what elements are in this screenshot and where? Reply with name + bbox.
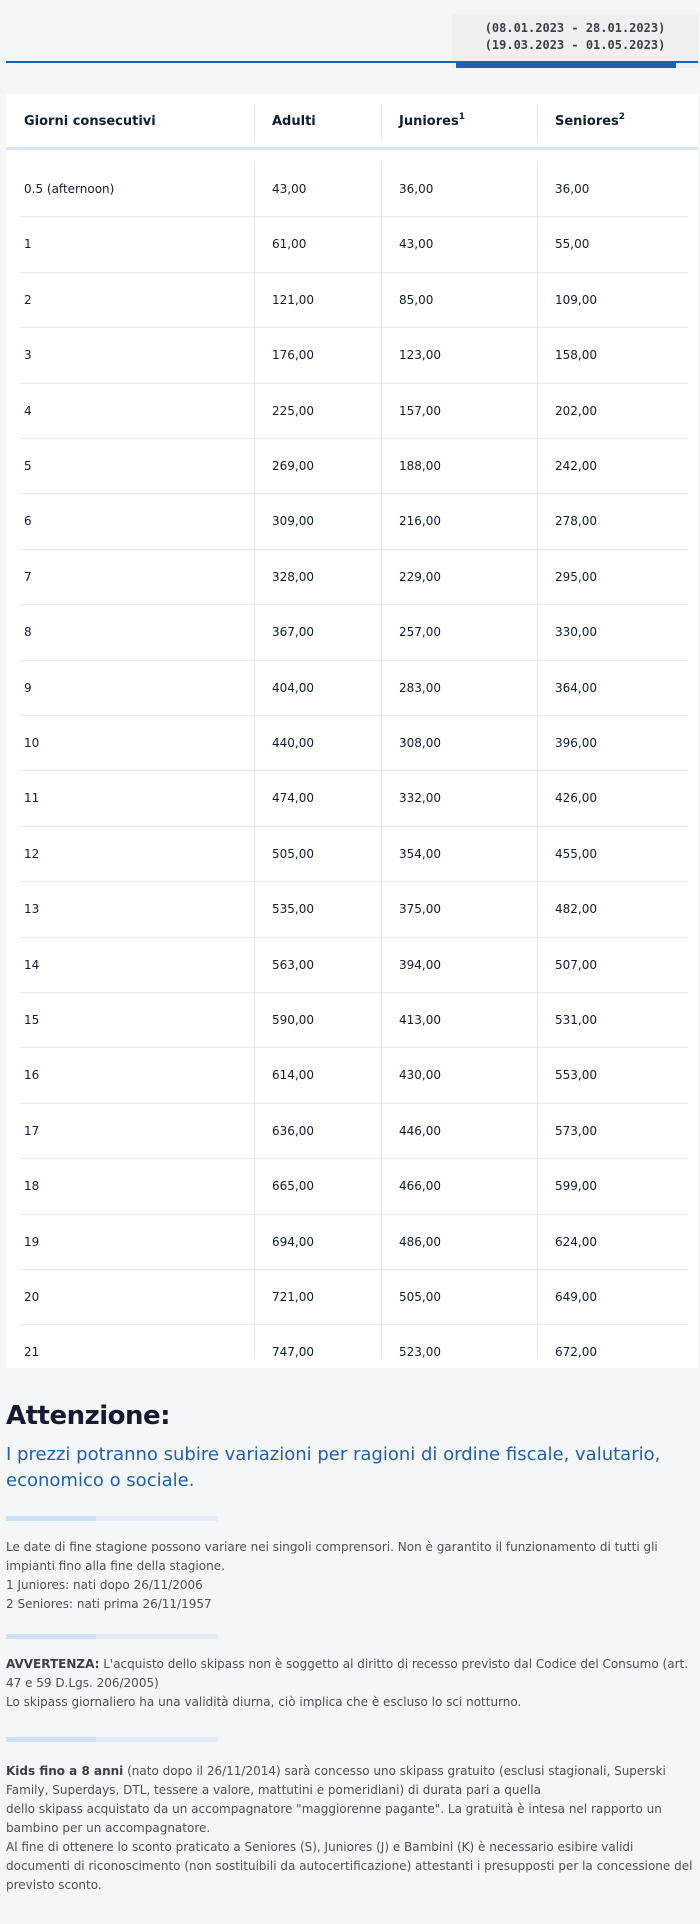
table-row: [20, 384, 688, 439]
header-separator: [254, 104, 255, 140]
seniors-price-cell: 202,00: [555, 403, 597, 418]
days-cell: 9: [24, 680, 32, 695]
juniors-price-cell: 157,00: [399, 403, 441, 418]
days-cell: 10: [24, 736, 40, 750]
days-cell: 4: [24, 403, 32, 418]
seniors-price-cell: 278,00: [555, 514, 597, 529]
juniors-price-cell: 257,00: [399, 625, 441, 640]
table-row: [20, 1215, 688, 1270]
seniors-price-cell: 573,00: [555, 1123, 597, 1138]
adults-price-cell: 367,00: [272, 625, 314, 640]
days-cell: 21: [24, 1345, 40, 1360]
table-row: [20, 162, 688, 217]
juniors-price-cell: 188,00: [399, 459, 441, 473]
warning-text: [6, 1655, 694, 1693]
juniors-price-cell: 216,00: [399, 514, 441, 529]
juniors-price-cell: 446,00: [399, 1123, 441, 1138]
days-cell: 20: [24, 1290, 40, 1304]
seniors-price-cell: 649,00: [555, 1290, 597, 1304]
header-adults: Adulti: [272, 114, 316, 129]
days-cell: 13: [24, 902, 40, 917]
header-seniors-footnote: 2: [618, 112, 626, 122]
table-row: [20, 716, 688, 771]
seniors-price-cell: 364,00: [555, 680, 597, 695]
seniors-price-cell: 36,00: [555, 182, 590, 196]
days-cell: 2: [24, 292, 32, 307]
days-cell: 0.5 (afternoon): [24, 182, 115, 196]
season-note: [6, 1538, 694, 1614]
adults-price-cell: 563,00: [272, 957, 314, 972]
seniors-price-cell: 599,00: [555, 1179, 597, 1194]
juniors-price-cell: 505,00: [399, 1290, 441, 1304]
section-divider: [6, 1516, 218, 1521]
days-cell: 1: [24, 237, 32, 252]
seniors-price-cell: 672,00: [555, 1345, 597, 1360]
adults-price-cell: 404,00: [272, 680, 314, 695]
header-days: Giorni consecutivi: [24, 114, 156, 129]
season-note-text: Le date di fine stagione possono variare nei singoli comprensori. Non è garantito il funzionamento di tutti gli impianti fino alla fine della stagione.: [6, 1540, 658, 1573]
active-tab-indicator: [456, 63, 676, 68]
adults-price-cell: 505,00: [272, 846, 314, 861]
seniors-price-cell: 531,00: [555, 1013, 597, 1027]
table-header: [6, 94, 698, 150]
seniors-price-cell: 482,00: [555, 902, 597, 917]
juniors-price-cell: 523,00: [399, 1345, 441, 1360]
adults-price-cell: 269,00: [272, 459, 314, 473]
kids-note: [6, 1762, 694, 1895]
days-cell: 7: [24, 569, 32, 584]
adults-price-cell: 721,00: [272, 1290, 314, 1304]
kids-text: [6, 1762, 694, 1800]
seniors-price-cell: 553,00: [555, 1068, 597, 1083]
table-row: [20, 494, 688, 549]
adults-price-cell: 309,00: [272, 514, 314, 529]
days-cell: 12: [24, 846, 40, 861]
seniors-price-cell: 455,00: [555, 846, 597, 861]
table-row: [20, 1104, 688, 1159]
seniors-price-cell: 426,00: [555, 791, 597, 806]
adults-price-cell: 636,00: [272, 1123, 314, 1138]
seniors-price-cell: 330,00: [555, 625, 597, 640]
seniors-price-cell: 624,00: [555, 1234, 597, 1249]
juniors-price-cell: 229,00: [399, 569, 441, 584]
period-tab-line-1: (08.01.2023 - 28.01.2023): [484, 21, 666, 35]
section-divider: [6, 1737, 218, 1742]
daily-validity-text: Lo skipass giornaliero ha una validità diurna, ciò implica che è escluso lo sci notturno.: [6, 1695, 522, 1709]
juniors-price-cell: 394,00: [399, 957, 441, 972]
days-cell: 14: [24, 957, 40, 972]
days-cell: 15: [24, 1013, 40, 1027]
adults-price-cell: 121,00: [272, 292, 314, 307]
adults-price-cell: 474,00: [272, 791, 314, 806]
table-row: [20, 217, 688, 272]
days-cell: 6: [24, 514, 32, 529]
table-row: [20, 439, 688, 494]
seniors-price-cell: 158,00: [555, 348, 597, 363]
juniors-price-cell: 375,00: [399, 902, 441, 917]
header-seniors-label: Seniores: [555, 114, 619, 129]
juniors-price-cell: 332,00: [399, 791, 441, 806]
table-row: [20, 273, 688, 328]
header-separator: [381, 104, 382, 140]
juniors-price-cell: 486,00: [399, 1234, 441, 1249]
header-juniors-footnote: 1: [458, 112, 465, 122]
seniors-price-cell: 109,00: [555, 292, 597, 307]
table-row: [20, 1159, 688, 1214]
period-tabs: [0, 0, 700, 68]
days-cell: 5: [24, 459, 32, 473]
table-row: [20, 1270, 688, 1325]
table-row: [20, 827, 688, 882]
header-seniors: [555, 104, 625, 140]
warning-note: [6, 1655, 694, 1712]
juniors-price-cell: 413,00: [399, 1013, 441, 1027]
juniors-price-cell: 308,00: [399, 736, 441, 750]
seniors-price-cell: 242,00: [555, 459, 597, 473]
table-row: [20, 661, 688, 716]
adults-price-cell: 61,00: [272, 237, 307, 252]
header-juniors-label: Juniores: [399, 114, 459, 129]
days-cell: 18: [24, 1179, 40, 1194]
juniors-price-cell: 123,00: [399, 348, 441, 363]
juniors-price-cell: 430,00: [399, 1068, 441, 1083]
kids-free-ratio-text: dello skipass acquistato da un accompagnatore "maggiorenne pagante". La gratuità è intesa nel rapporto un bambino per un accompagnatore.: [6, 1802, 662, 1835]
period-tab-line-2: (19.03.2023 - 01.05.2023): [484, 38, 666, 52]
seniors-price-cell: 396,00: [555, 736, 597, 750]
days-cell: 19: [24, 1234, 40, 1249]
kids-label: Kids fino a 8 anni: [6, 1764, 124, 1778]
juniors-price-cell: 354,00: [399, 846, 441, 861]
table-row: [20, 605, 688, 660]
tabs-baseline: [6, 61, 698, 63]
warning-label: AVVERTENZA:: [6, 1657, 100, 1671]
adults-price-cell: 225,00: [272, 403, 314, 418]
table-row: [20, 1325, 688, 1380]
notice-title: Attenzione:: [6, 1401, 171, 1431]
juniors-price-cell: 36,00: [399, 182, 434, 196]
seniors-price-cell: 295,00: [555, 569, 597, 584]
table-row: [20, 771, 688, 826]
adults-price-cell: 440,00: [272, 736, 314, 750]
days-cell: 11: [24, 791, 40, 806]
table-row: [20, 882, 688, 937]
section-divider: [6, 1634, 218, 1639]
table-row: [20, 993, 688, 1048]
notice-subtitle: I prezzi potranno subire variazioni per ragioni di ordine fiscale, valutario, economico o sociale.: [6, 1444, 661, 1491]
adults-price-cell: 694,00: [272, 1234, 314, 1249]
table-row: [20, 938, 688, 993]
days-cell: 3: [24, 348, 32, 363]
seniores-footnote: 2 Seniores: nati prima 26/11/1957: [6, 1597, 212, 1611]
juniors-price-cell: 43,00: [399, 237, 434, 252]
juniors-price-cell: 283,00: [399, 680, 441, 695]
days-cell: 16: [24, 1068, 40, 1083]
juniors-price-cell: 466,00: [399, 1179, 441, 1194]
table-row: [20, 550, 688, 605]
warning-body: L'acquisto dello skipass non è soggetto al diritto di recesso previsto dal Codice del Consumo (art. 47 e 59 D.Lgs. 206/2005): [6, 1657, 689, 1690]
price-table: [6, 94, 698, 1368]
days-cell: 17: [24, 1123, 40, 1138]
table-row: [20, 1048, 688, 1103]
adults-price-cell: 176,00: [272, 348, 314, 363]
adults-price-cell: 614,00: [272, 1068, 314, 1083]
seniors-price-cell: 507,00: [555, 957, 597, 972]
adults-price-cell: 535,00: [272, 902, 314, 917]
adults-price-cell: 328,00: [272, 569, 314, 584]
juniores-footnote: 1 Juniores: nati dopo 26/11/2006: [6, 1578, 203, 1592]
adults-price-cell: 747,00: [272, 1345, 314, 1360]
discount-docs-text: Al fine di ottenere lo sconto praticato a Seniores (S), Juniores (J) e Bambini (K) è necessario esibire validi documenti di riconoscimento (non sostituibili da autocertificazione) attestanti i presupposti per la concessione del previsto sconto.: [6, 1840, 693, 1892]
kids-body: (nato dopo il 26/11/2014) sarà concesso uno skipass gratuito (esclusi stagionali, Superski Family, Superdays, DTL, tessere a valore, mattutini e pomeridiani) di durata pari a quella: [6, 1764, 666, 1797]
period-tab-active[interactable]: [452, 14, 698, 68]
seniors-price-cell: 55,00: [555, 237, 590, 252]
header-juniors: [399, 104, 465, 140]
juniors-price-cell: 85,00: [399, 292, 434, 307]
adults-price-cell: 590,00: [272, 1013, 314, 1027]
table-row: [20, 328, 688, 383]
adults-price-cell: 43,00: [272, 182, 307, 196]
header-separator: [537, 104, 538, 140]
days-cell: 8: [24, 625, 32, 640]
adults-price-cell: 665,00: [272, 1179, 314, 1194]
